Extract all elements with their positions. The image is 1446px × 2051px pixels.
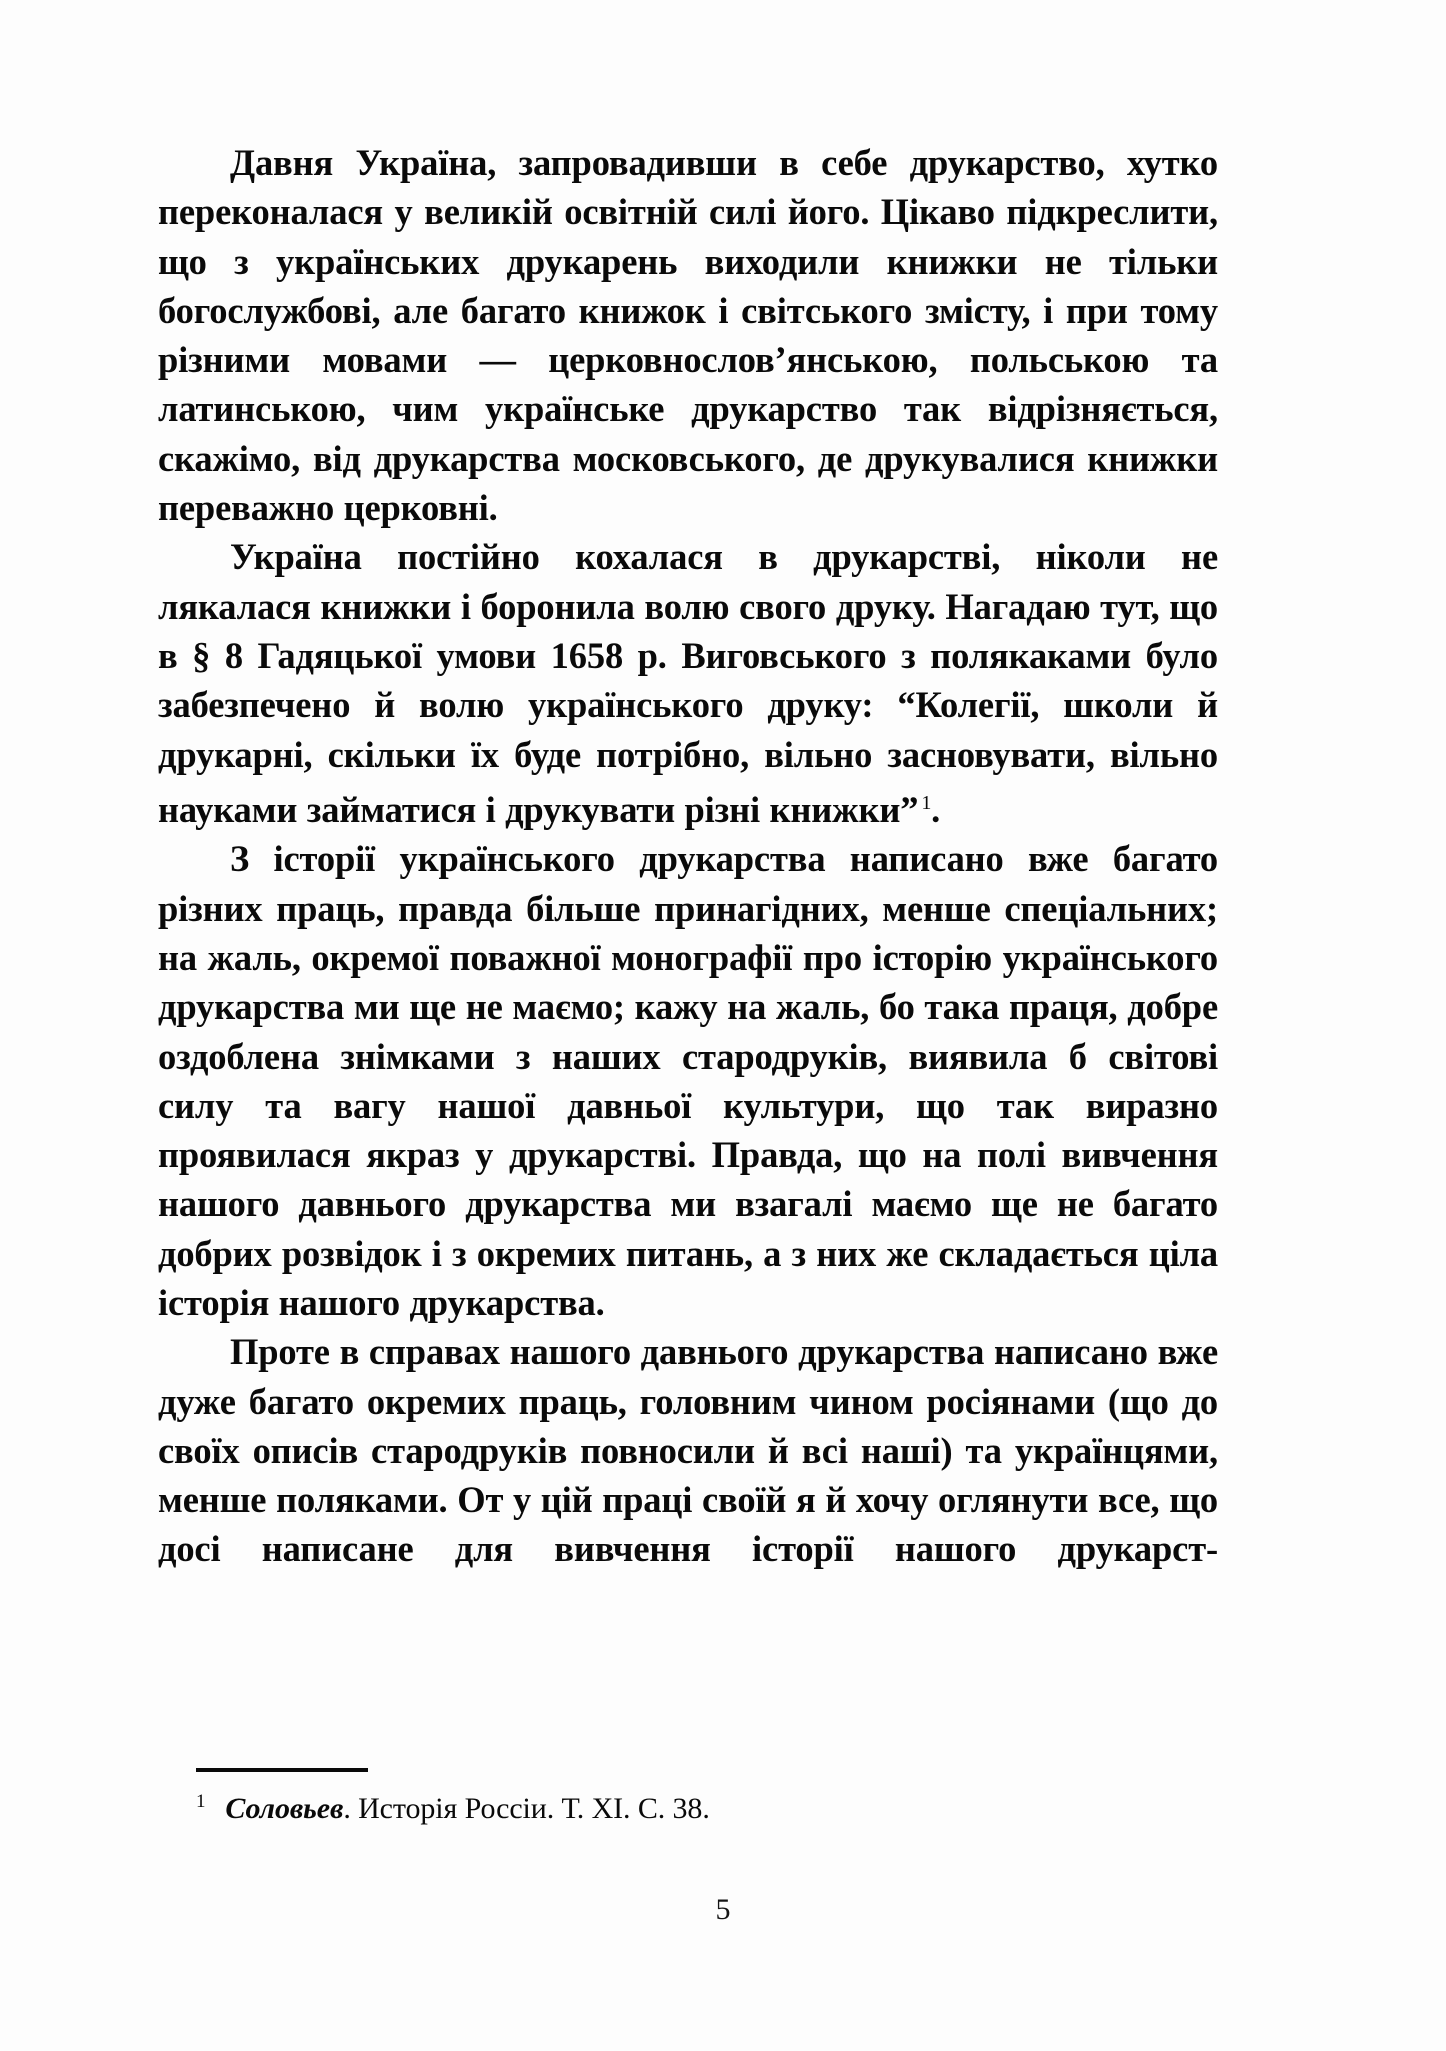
page-body-text (158, 138, 1218, 1574)
paragraph-2-terminator: . (931, 789, 941, 831)
paragraph-2-text: Україна постійно кохалася в друкарстві, ніколи не лякалася книжки і боронила волю свого друку. Нагадаю тут, що в § 8 Гадяцької умови 1658 р. Виговського з полякаками було забезпечено й волю українського друку: “Колегії, школи й друкарні, скільки їх буде потрібно, вільно засновувати, вільно науками займатися і друкувати різні книжки” (158, 536, 1218, 831)
footnote-entry (196, 1784, 1216, 1827)
paragraph-2 (158, 532, 1218, 834)
footnote-separator-rule (196, 1768, 368, 1772)
paragraph-3: З історії українського друкарства написано вже багато різних праць, правда більше принагідних, менше спеціальних; на жаль, окремої поважної монографії про історію українського друкарства ми ще не маємо; кажу на жаль, бо така праця, добре оздоблена знімками з наших стародруків, виявила б світові силу та вагу нашої давньої культури, що так виразно проявилася якраз у друкарстві. Правда, що на полі вивчення нашого давнього друкарства ми взагалі маємо ще не багато добрих розвідок і з окремих питань, а з них же складається ціла історія нашого друкарства. (158, 838, 1218, 1323)
footnote-reference-marker: 1 (921, 791, 932, 814)
page-number: 5 (715, 1893, 731, 1926)
footnote-author: Соловьев (225, 1792, 344, 1825)
paragraph-4: Проте в справах нашого давнього друкарства написано вже дуже багато окремих праць, головним чином росіянами (що до своїх описів стародруків повносили й всі наші) та українцями, менше поляками. От у цій праці своїй я й хочу оглянути все, що досі написане для вивчення історії нашого друкарст- (158, 1331, 1218, 1570)
footnote-area (196, 1768, 1216, 1827)
footnote-citation-text: . Исторія Россіи. Т. XI. С. 38. (343, 1792, 710, 1825)
footnote-marker: 1 (196, 1791, 206, 1812)
paragraph-1: Давня Україна, запровадивши в себе друкарство, хутко переконалася у великій освітній силі його. Цікаво підкреслити, що з українських друкарень виходили книжки не тільки богослужбові, але багато книжок і світського змісту, і при тому різними мовами — церковнослов’янською, польською та латинською, чим українське друкарство так відрізняється, скажімо, від друкарства московського, де друкувалися книжки переважно церковні. (158, 142, 1218, 529)
